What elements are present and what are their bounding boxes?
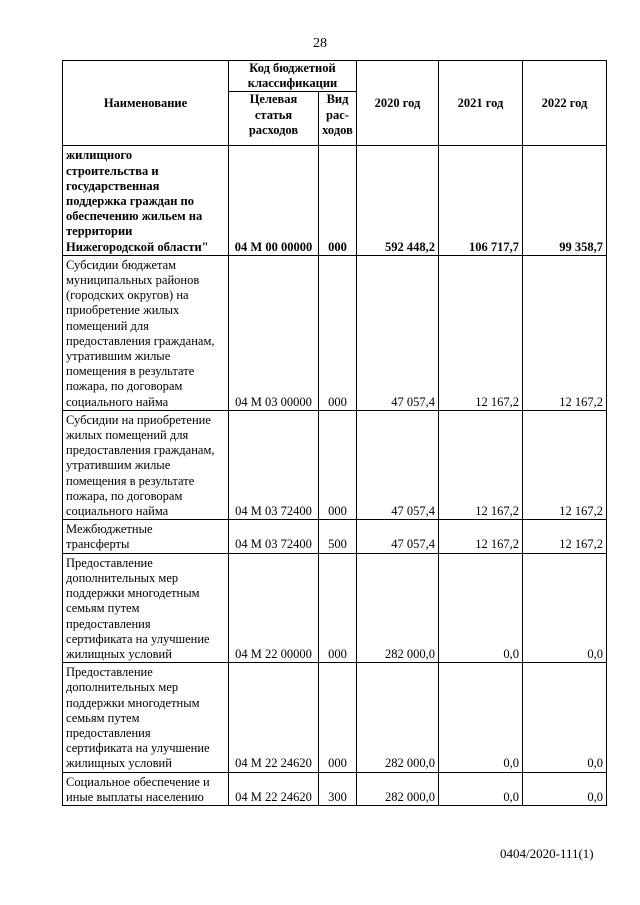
- row-value-2020: 47 057,4: [357, 410, 439, 519]
- budget-table: [62, 60, 607, 806]
- table-row: [63, 663, 607, 772]
- row-name: Предоставление дополнительных мер поддержки многодетным семьям путем предоставления сертификата на улучшение жилищных условий: [63, 663, 229, 772]
- row-target-code: 04 М 22 24620: [229, 663, 319, 772]
- table-row: [63, 553, 607, 662]
- table-row: [63, 410, 607, 519]
- document-code: 0404/2020-111(1): [500, 846, 594, 861]
- row-expense-kind: 000: [319, 255, 357, 410]
- row-value-2022: 0,0: [523, 663, 607, 772]
- row-target-code: 04 М 22 24620: [229, 772, 319, 805]
- row-target-code: 04 М 03 72400: [229, 520, 319, 553]
- row-expense-kind: 000: [319, 553, 357, 662]
- row-value-2021: 106 717,7: [439, 146, 523, 255]
- row-expense-kind: 000: [319, 410, 357, 519]
- row-name: жилищного строительства и государственная поддержка граждан по обеспечению жильем на территории Нижегородской области": [63, 146, 229, 255]
- row-value-2020: 592 448,2: [357, 146, 439, 255]
- table-row: [63, 772, 607, 805]
- row-value-2021: 12 167,2: [439, 255, 523, 410]
- header-name: Наименование: [63, 61, 229, 146]
- row-name: Субсидии на приобретение жилых помещений для предоставления гражданам, утратившим жилые помещения в результате пожара, по договорам социального найма: [63, 410, 229, 519]
- row-value-2022: 12 167,2: [523, 520, 607, 553]
- row-value-2021: 0,0: [439, 772, 523, 805]
- header-target-article: Целевая статья расходов: [229, 92, 319, 146]
- row-expense-kind: 000: [319, 146, 357, 255]
- header-2021: 2021 год: [439, 61, 523, 146]
- row-target-code: 04 М 03 00000: [229, 255, 319, 410]
- row-value-2021: 12 167,2: [439, 520, 523, 553]
- table-row: [63, 255, 607, 410]
- row-value-2020: 47 057,4: [357, 520, 439, 553]
- row-value-2020: 47 057,4: [357, 255, 439, 410]
- row-value-2020: 282 000,0: [357, 553, 439, 662]
- table-body: [63, 146, 607, 806]
- row-value-2022: 12 167,2: [523, 255, 607, 410]
- header-classification: Код бюджетной классификации: [229, 61, 357, 92]
- row-expense-kind: 000: [319, 663, 357, 772]
- row-target-code: 04 М 22 00000: [229, 553, 319, 662]
- row-value-2021: 0,0: [439, 553, 523, 662]
- header-2020: 2020 год: [357, 61, 439, 146]
- row-target-code: 04 М 03 72400: [229, 410, 319, 519]
- table-row: [63, 520, 607, 553]
- header-2022: 2022 год: [523, 61, 607, 146]
- row-value-2022: 0,0: [523, 553, 607, 662]
- row-value-2021: 12 167,2: [439, 410, 523, 519]
- row-value-2022: 0,0: [523, 772, 607, 805]
- row-value-2020: 282 000,0: [357, 663, 439, 772]
- row-value-2020: 282 000,0: [357, 772, 439, 805]
- row-name: Межбюджетные трансферты: [63, 520, 229, 553]
- row-value-2021: 0,0: [439, 663, 523, 772]
- table-header: [63, 61, 607, 146]
- table-row: [63, 146, 607, 255]
- header-expense-kind: Вид рас-ходов: [319, 92, 357, 146]
- row-value-2022: 99 358,7: [523, 146, 607, 255]
- row-value-2022: 12 167,2: [523, 410, 607, 519]
- row-name: Субсидии бюджетам муниципальных районов (городских округов) на приобретение жилых помещений для предоставления гражданам, утратившим жилые помещения в результате пожара, по договорам социального найма: [63, 255, 229, 410]
- row-name: Социальное обеспечение и иные выплаты населению: [63, 772, 229, 805]
- row-name: Предоставление дополнительных мер поддержки многодетным семьям путем предоставления сертификата на улучшение жилищных условий: [63, 553, 229, 662]
- row-target-code: 04 М 00 00000: [229, 146, 319, 255]
- row-expense-kind: 300: [319, 772, 357, 805]
- row-expense-kind: 500: [319, 520, 357, 553]
- page-number: 28: [313, 36, 327, 51]
